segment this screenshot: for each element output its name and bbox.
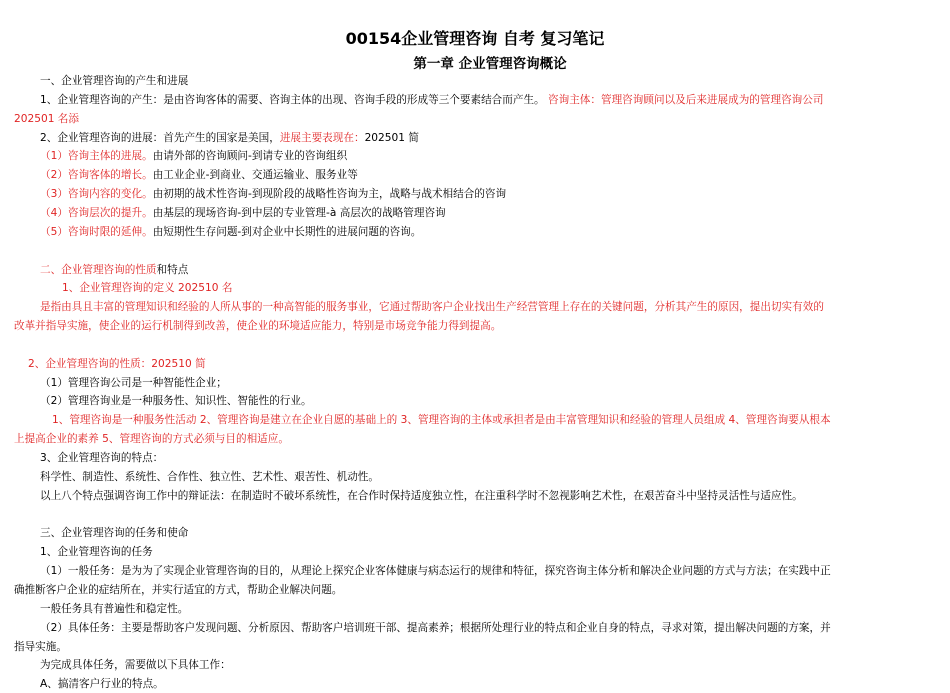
text-line: [14, 675, 950, 693]
body-text: （1）管理咨询公司是一种智能性企业；: [40, 376, 227, 389]
text-line: [14, 336, 950, 354]
text-line: [14, 298, 950, 316]
text-line: [14, 430, 932, 448]
body-text: 科学性、制造性、系统性、合作性、独立性、艺术性、艰苦性、机动性。: [40, 470, 379, 483]
body-text: 202501 简: [364, 131, 419, 144]
text-line: [14, 166, 950, 184]
text-line: [14, 600, 950, 618]
text-line: [14, 449, 950, 467]
highlight-text: （2）咨询客体的增长。: [40, 169, 153, 182]
body-text: 和特点: [156, 263, 189, 276]
text-line: [14, 411, 950, 429]
text-line: [14, 487, 950, 505]
text-line: [14, 355, 946, 373]
text-line: [14, 543, 950, 561]
highlight-text: （4）咨询层次的提升。: [40, 206, 153, 219]
body-text: 三、企业管理咨询的任务和使命: [40, 527, 189, 540]
body-text: 为完成具体任务，需要做以下具体工作：: [40, 659, 231, 672]
text-line: [14, 506, 950, 524]
body-text: 指导实施。: [14, 640, 67, 653]
highlight-text: 二、企业管理咨询的性质: [40, 263, 157, 276]
text-line: [14, 468, 950, 486]
text-line: [14, 562, 950, 580]
text-line: [14, 619, 950, 637]
text-line: [14, 581, 932, 599]
body-text: 3、企业管理咨询的特点：: [40, 452, 164, 464]
body-text: A、搞清客户行业的特点。: [40, 678, 164, 691]
body-text: （2）具体任务：主要是帮助客户发现问题、分析原因、帮助客户培训班干部、提高素养；根据所处理行业的特点和企业自身的特点，寻求对策，提出解决问题的方案，并: [40, 621, 831, 634]
text-line: [14, 638, 932, 656]
body-text: 由初期的战术性咨询-到现阶段的战略性咨询为主，战略与战术相结合的咨询: [152, 188, 507, 201]
text-line: [14, 110, 932, 128]
body-text: 一、企业管理咨询的产生和进展: [40, 75, 189, 87]
text-line: [14, 91, 950, 109]
text-line: [14, 185, 950, 203]
body-text: （2）管理咨询业是一种服务性、知识性、智能性的行业。: [40, 395, 312, 408]
highlight-text: 是指由具且丰富的管理知识和经验的人所从事的一种高智能的服务事业，它通过帮助客户企业找出生产经营管理上存在的关键问题，分析其产生的原因，提出切实有效的: [40, 301, 824, 314]
document-title: 00154企业管理咨询 自考 复习笔记: [345, 29, 605, 48]
body-text: （1）一般任务：是为为了实现企业管理咨询的目的，从理论上探究企业客体健康与病态运行的规律和特征，探究咨询主体分析和解决企业问题的方式与方法；在实践中正: [40, 565, 831, 578]
highlight-text: 上提高企业的素养 5、管理咨询的方式必须与目的相适应。: [14, 433, 289, 446]
text-line: [14, 147, 950, 165]
highlight-text: （3）咨询内容的变化。: [40, 188, 153, 201]
body-text: 由短期性生存问题-到对企业中长期性的进展问题的咨询。: [152, 225, 422, 238]
body-text: 由工业企业-到商业、交通运输业、服务业等: [152, 169, 358, 182]
highlight-text: （1）咨询主体的进展。: [40, 150, 153, 163]
highlight-text: 1、管理咨询是一种服务性活动 2、管理咨询是建立在企业自愿的基础上的 3、管理咨询的主体或承担者是由丰富管理知识和经验的管理人员组成 4、管理咨询要从根本: [52, 414, 831, 427]
body-text: 1、企业管理咨询的产生：是由咨询客体的需要、咨询主体的出现、咨询手段的形成等三个要素结合而产生。: [40, 93, 549, 106]
body-text: 2、企业管理咨询的进展：首先产生的国家是美国，: [40, 131, 280, 144]
text-line: [14, 374, 950, 392]
body-text: 以上八个特点强调咨询工作中的辩证法：在制造时不破坏系统性，在合作时保持适度独立性，在注重科学时不忽视影响艺术性，在艰苦奋斗中坚持灵活性与适应性。: [40, 489, 803, 502]
text-line: [14, 129, 950, 147]
text-line: [14, 524, 950, 542]
body-text: 一般任务具有普遍性和稳定性。: [40, 602, 189, 615]
highlight-text: 进展主要表现在：: [279, 131, 365, 144]
highlight-text: 202501 名添: [14, 112, 79, 125]
text-line: [14, 223, 950, 241]
text-line: [14, 279, 950, 297]
body-text: 确推断客户企业的症结所在，并实行适宜的方式，帮助企业解决问题。: [14, 583, 343, 596]
text-line: [14, 261, 950, 279]
text-line: [14, 204, 950, 222]
body-text: 1、企业管理咨询的任务: [40, 546, 153, 559]
body-text: 由请外部的咨询顾问-到请专业的咨询组织: [152, 150, 348, 163]
text-line: [14, 317, 932, 335]
highlight-text: 2、企业管理咨询的性质：202510 简: [28, 357, 206, 370]
body-text: 由基层的现场咨询-到中层的专业管理-à 高层次的战略管理咨询: [152, 206, 446, 219]
chapter-heading: 第一章 企业管理咨询概论: [413, 56, 567, 72]
text-line: [14, 72, 950, 90]
text-line: [14, 242, 950, 260]
text-line: [14, 392, 950, 410]
highlight-text: 改革并指导实施，使企业的运行机制得到改善，使企业的环境适应能力，特别是市场竞争能力得到提高。: [14, 320, 502, 333]
highlight-text: （5）咨询时限的延伸。: [40, 225, 153, 238]
highlight-text: 1、企业管理咨询的定义 202510 名: [62, 282, 233, 295]
highlight-text: 咨询主体：管理咨询顾问以及后来进展成为的管理咨询公司: [548, 93, 824, 106]
